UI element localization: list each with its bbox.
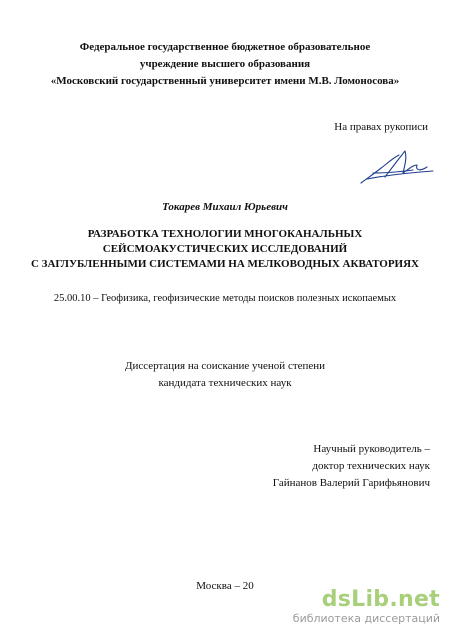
degree-line-2: кандидата технических наук <box>158 377 292 389</box>
institution-line-2: учреждение высшего образования <box>139 58 311 70</box>
specialty-code: 25.00.10 – Геофизика, геофизические методы поисков полезных ископаемых <box>53 293 397 304</box>
institution-block <box>0 39 450 90</box>
dissertation-title <box>0 227 450 272</box>
advisor-line-3: Гайнанов Валерий Гарифьянович <box>272 477 430 489</box>
city-year: Москва – 20 <box>196 580 254 592</box>
advisor-line-2: доктор технических наук <box>312 460 430 472</box>
title-line-2: СЕЙСМОАКУСТИЧЕСКИХ ИССЛЕДОВАНИЙ <box>102 243 348 255</box>
title-line-3: С ЗАГЛУБЛЕННЫМИ СИСТЕМАМИ НА МЕЛКОВОДНЫХ АКВАТОРИЯХ <box>30 258 419 270</box>
rights-notice: На правах рукописи <box>334 121 428 133</box>
title-line-1: РАЗРАБОТКА ТЕХНОЛОГИИ МНОГОКАНАЛЬНЫХ <box>87 228 363 240</box>
institution-line-3: «Московский государственный университет имени М.В. Ломоносова» <box>50 75 400 87</box>
institution-line-1: Федеральное государственное бюджетное образовательное <box>79 41 371 53</box>
degree-statement <box>0 358 450 392</box>
watermark-subtitle: библиотека диссертаций <box>292 612 440 625</box>
author-name: Токарев Михаил Юрьевич <box>162 201 288 213</box>
dslib-watermark <box>293 588 440 625</box>
advisor-line-1: Научный руководитель – <box>313 443 430 455</box>
handwritten-signature <box>355 143 437 187</box>
degree-line-1: Диссертация на соискание ученой степени <box>124 360 326 372</box>
watermark-brand: dsLib.net <box>321 587 440 612</box>
scientific-advisor <box>273 441 430 492</box>
